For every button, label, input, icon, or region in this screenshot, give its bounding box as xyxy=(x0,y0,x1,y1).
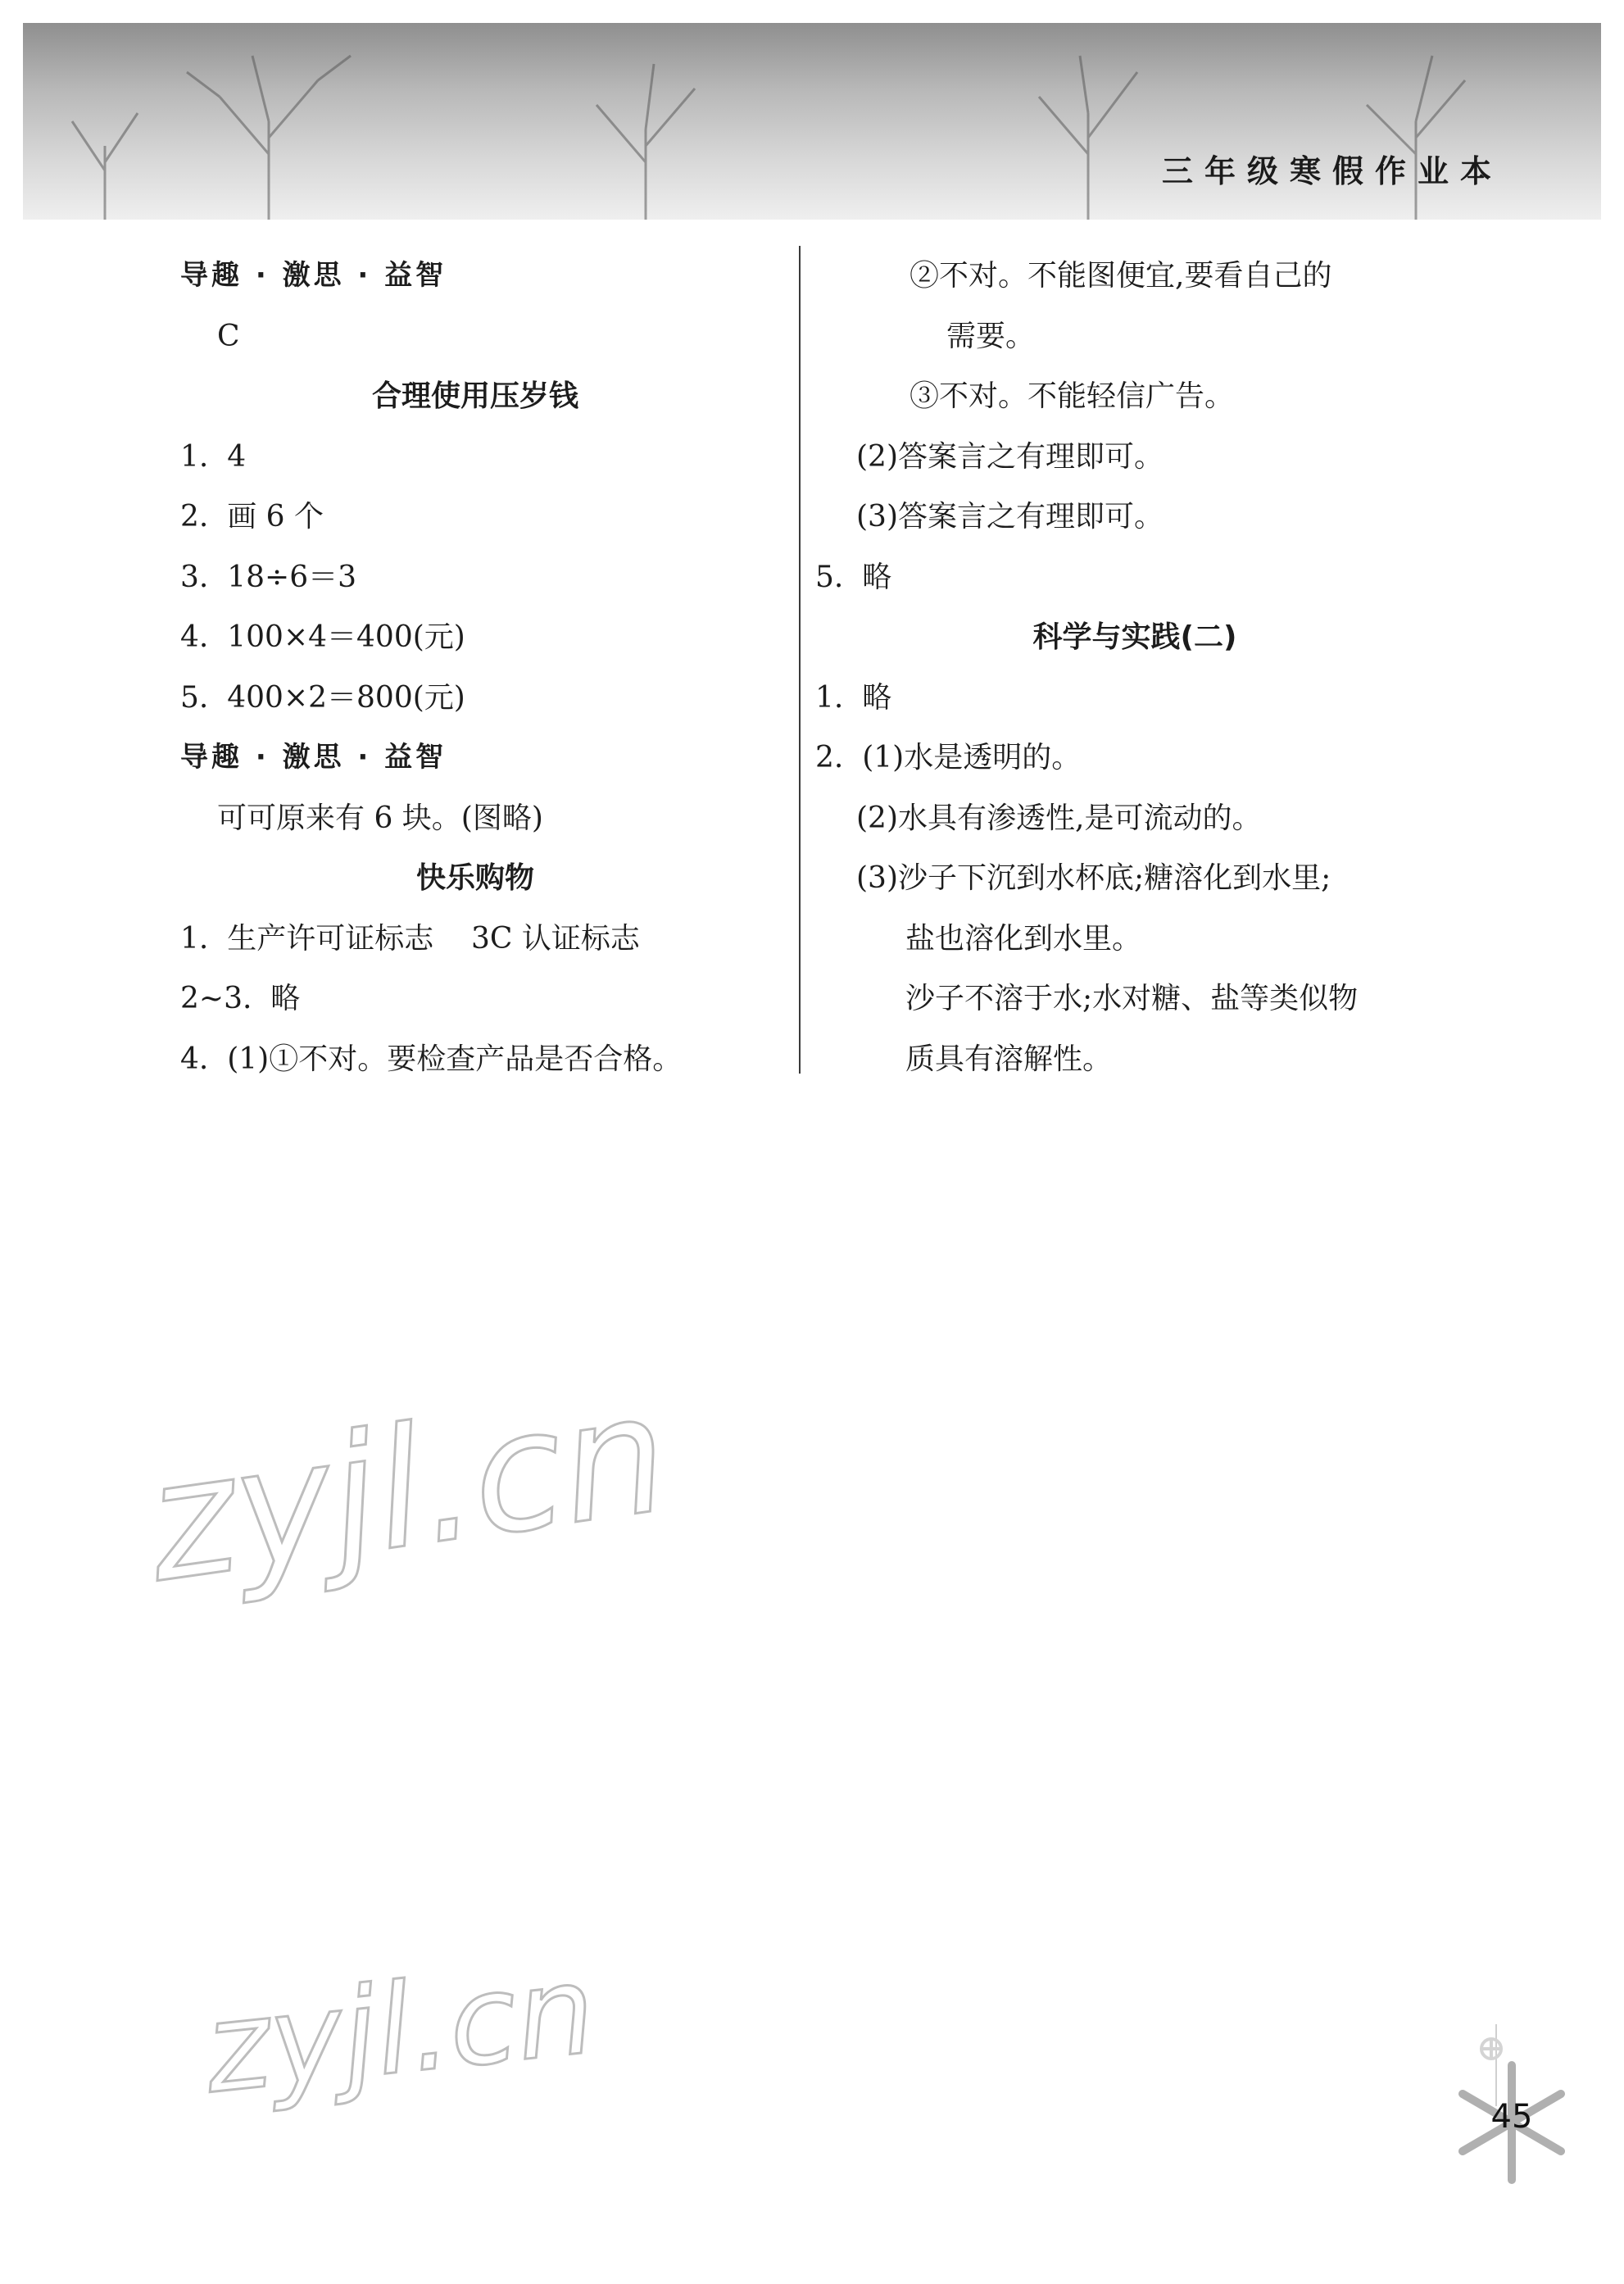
answer-line: ②不对。不能图便宜,要看自己的 xyxy=(910,259,1332,293)
answer-line: 4. 100×4＝400(元) xyxy=(180,620,465,654)
column-divider xyxy=(799,246,801,1074)
answer-line: 需要。 xyxy=(946,319,1036,353)
section-heading: 导趣 · 激思 · 益智 xyxy=(180,259,447,292)
answer-line: 盐也溶化到水里。 xyxy=(905,921,1142,956)
answer-line: 沙子不溶于水;水对糖、盐等类似物 xyxy=(905,982,1359,1015)
header-title: 三年级寒假作业本 xyxy=(1161,153,1503,189)
answer-line: 2. (1)水是透明的。 xyxy=(815,741,1082,774)
watermark: zyjl.cn xyxy=(136,1357,678,1620)
answer-line: 1. 生产许可证标志 3C 认证标志 xyxy=(180,921,640,956)
answer-line: 3. 18÷6＝3 xyxy=(180,560,357,594)
answer-line: (3)答案言之有理即可。 xyxy=(856,500,1164,534)
left-column xyxy=(180,246,770,1089)
answer-line: 2. 画 6 个 xyxy=(180,500,324,534)
right-column xyxy=(815,246,1454,1089)
page-number: 45 xyxy=(1490,2098,1533,2136)
answer-line: (2)水具有渗透性,是可流动的。 xyxy=(856,801,1262,835)
header-banner xyxy=(23,23,1601,220)
answer-line: 可可原来有 6 块。(图略) xyxy=(217,801,543,835)
answer-line: 5. 略 xyxy=(815,560,892,594)
answer-line: 2~3. 略 xyxy=(180,982,301,1015)
watermark: zyjl.cn xyxy=(198,1938,601,2122)
answer-line: ③不对。不能轻信广告。 xyxy=(910,379,1235,413)
answer-line: (2)答案言之有理即可。 xyxy=(856,439,1164,474)
page-number-badge xyxy=(1442,2032,1581,2196)
section-heading: 导趣 · 激思 · 益智 xyxy=(180,741,447,774)
section-title: 科学与实践(二) xyxy=(1032,620,1237,654)
answer-line: C xyxy=(217,319,240,353)
answer-line: (3)沙子下沉到水杯底;糖溶化到水里; xyxy=(856,861,1331,895)
answer-line: 1. 略 xyxy=(815,680,892,715)
answer-line: 4. (1)①不对。要检查产品是否合格。 xyxy=(180,1042,683,1076)
answer-line: 5. 400×2＝800(元) xyxy=(180,680,465,715)
answer-line: 质具有溶解性。 xyxy=(905,1042,1113,1076)
answer-line: 1. 4 xyxy=(180,439,247,474)
section-title: 合理使用压岁钱 xyxy=(371,379,578,413)
section-title: 快乐购物 xyxy=(415,861,534,895)
